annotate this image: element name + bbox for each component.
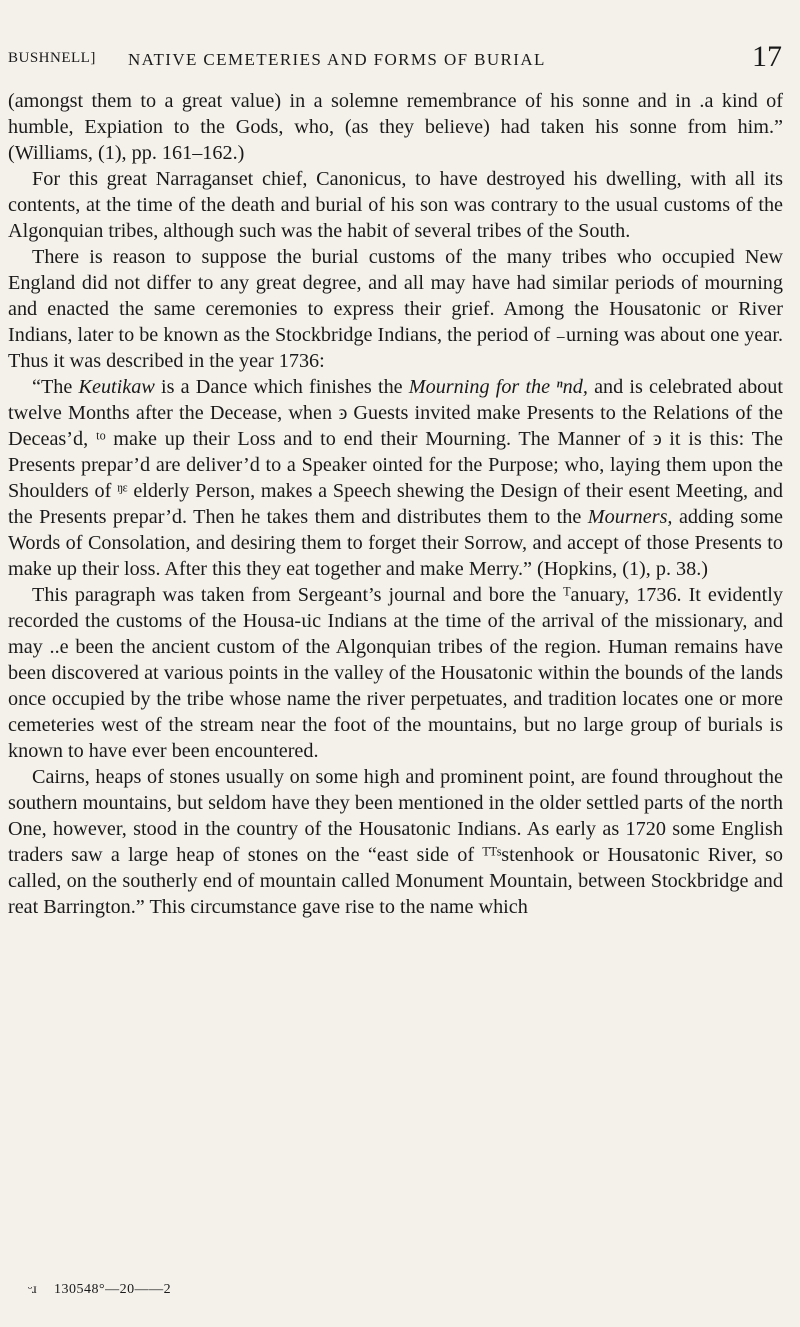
printer-signature: 130548°—20——2 xyxy=(54,1282,172,1297)
page-header xyxy=(8,40,792,78)
quote-text: and is celebrated about twelve Months after the Decease, when ͽ Guests invited make Presents to the Relations of the Deceas’d, ᵗᵒ make up their Loss and to end their Mourning. The Manner of ͽ it is this: The Presents prepar’d are deliver’d to a Speaker ointed for the Purpose; who, laying them upon the Shoulders of ᵑᵋ elderly Person, makes a Speech shewing the Design of their esent Meeting, and the Presents prepar’d. Then he takes them and distributes them to the xyxy=(8,376,783,528)
page-number: 17 xyxy=(752,40,782,73)
running-head-author: BUSHNELL] xyxy=(8,50,96,66)
quote-emphasis: Keutikaw xyxy=(78,376,155,398)
quote-emphasis: Mourners, xyxy=(587,506,673,528)
paragraph-cairns: Cairns, heaps of stones usually on some high and prominent point, are found throughout the southern mountains, but seldom have they been mentioned in the older settled parts of the north One, however, stood in the country of the Housatonic Indians. As early as 1720 some English traders saw a large heap of stones on the “east side of ᵀᵀˢstenhook or Housatonic River, so called, on the southerly end of mountain called Monument Mountain, between Stockbridge and reat Barrington.” This circumstance gave rise to the name which xyxy=(8,766,783,918)
paragraph-new-england-customs: There is reason to suppose the burial customs of the many tribes who occupied New England did not differ to any great degree, and all may have had similar periods of mourning and enacted the same ceremonies to express their grief. Among the Housatonic or River Indians, later to be known as the Stockbridge Indians, the period of ₋urning was about one year. Thus it was described in the year 1736: xyxy=(8,246,783,372)
paragraph-williams-quote-end: (amongst them to a great value) in a solemne remembrance of his sonne and in .a kind of humble, Expiation to the Gods, who, (as they believe) had taken his sonne from him.” (Williams, (1), pp. 161–162.) xyxy=(8,90,783,164)
book-page xyxy=(8,0,792,1327)
paragraph-canonicus: For this great Narraganset chief, Canonicus, to have destroyed his dwelling, with all its contents, at the time of the death and burial of his son was contrary to the usual customs of the Algonquian tribes, although such was the habit of several tribes of the South. xyxy=(8,168,783,242)
paragraph-keutikaw-quote xyxy=(8,374,783,582)
quote-emphasis: Mourning for the ⁿnd, xyxy=(408,376,588,398)
quote-text: adding some Words of Consolation, and desiring them to forget their Sorrow, and accept of those Presents to make up their loss. After this they eat together and make Merry.” (Hopkins, (1), p. 38.) xyxy=(8,506,783,580)
quote-text: is a Dance which finishes the xyxy=(154,376,409,398)
running-head-title: NATIVE CEMETERIES AND FORMS OF BURIAL xyxy=(128,50,546,69)
body-text xyxy=(8,88,783,920)
signature-mark: ᵕɹ xyxy=(28,1282,37,1297)
paragraph-sergeant-journal: This paragraph was taken from Sergeant’s journal and bore the ᵀanuary, 1736. It evidently recorded the customs of the Housa-ɩic Indians at the time of the arrival of the missionary, and may ..e been the ancient custom of the Algonquian tribes of the region. Human remains have been discovered at various points in the valley of the Housatonic within the bounds of the lands once occupied by the tribe whose name the river perpetuates, and tradition locates one or more cemeteries west of the stream near the foot of the mountains, but no large group of burials is known to have ever been encountered. xyxy=(8,584,783,762)
quote-text: “The xyxy=(32,376,79,398)
